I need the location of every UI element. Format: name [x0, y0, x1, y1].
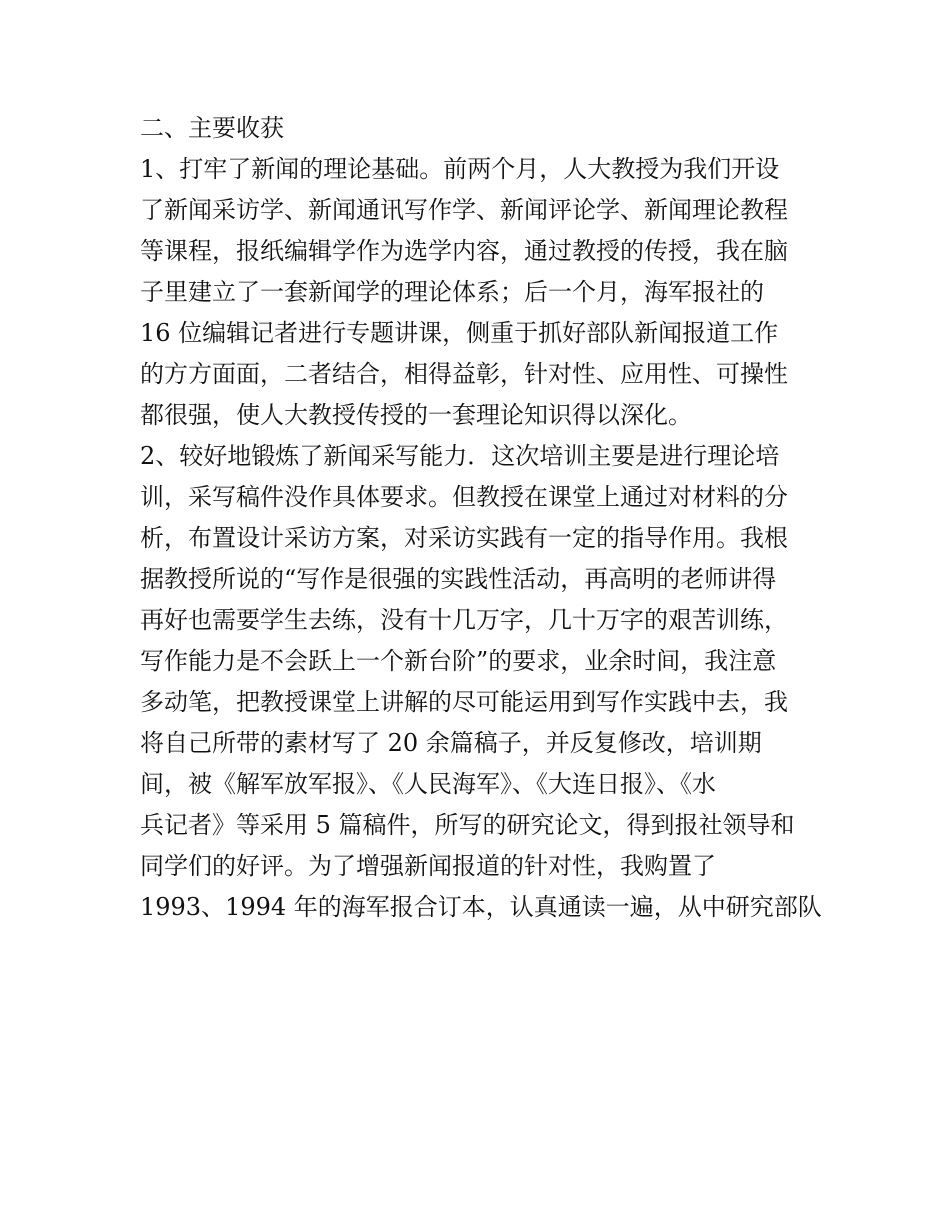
text-line: 写作能力是不会跃上一个新台阶”的要求，业余时间，我注意 — [140, 647, 777, 675]
text-line: 多动笔，把教授课堂上讲解的尽可能运用到写作实践中去，我 — [140, 688, 788, 716]
text-line: 析，布置设计采访方案，对采访实践有一定的指导作用。我根 — [140, 524, 788, 552]
text-line: 2、较好地锻炼了新闻采写能力．这次培训主要是进行理论培 — [140, 442, 780, 470]
text-line: 1、打牢了新闻的理论基础。前两个月，人大教授为我们开设 — [140, 155, 780, 183]
text-line: 的方方面面，二者结合，相得益彰，针对性、应用性、可操性 — [140, 360, 788, 388]
text-line: 间，被《解军放军报》、《人民海军》、《大连日报》、《水 — [140, 770, 716, 798]
text-line: 训，采写稿件没作具体要求。但教授在课堂上通过对材料的分 — [140, 483, 788, 511]
text-line: 据教授所说的“写作是很强的实践性活动，再高明的老师讲得 — [140, 565, 777, 593]
text-line: 16 位编辑记者进行专题讲课，侧重于抓好部队新闻报道工作 — [140, 319, 779, 347]
text-line: 都很强，使人大教授传授的一套理论知识得以深化。 — [140, 401, 692, 429]
text-line: 了新闻采访学、新闻通讯写作学、新闻评论学、新闻理论教程 — [140, 196, 788, 224]
document-body — [140, 108, 820, 928]
text-line: 将自己所带的素材写了 20 余篇稿子，并反复修改，培训期 — [140, 729, 762, 757]
text-line: 同学们的好评。为了增强新闻报道的针对性，我购置了 — [140, 852, 716, 880]
text-line: 1993、1994 年的海军报合订本，认真通读一遍，从中研究部队 — [140, 893, 822, 921]
section-heading: 二、主要收获 — [140, 114, 284, 142]
text-line: 再好也需要学生去练，没有十几万字，几十万字的艰苦训练， — [140, 606, 788, 634]
text-line: 等课程，报纸编辑学作为选学内容，通过教授的传授，我在脑 — [140, 237, 788, 265]
text-line: 子里建立了一套新闻学的理论体系；后一个月，海军报社的 — [140, 278, 764, 306]
text-line: 兵记者》等采用 5 篇稿件，所写的研究论文，得到报社领导和 — [140, 811, 795, 839]
